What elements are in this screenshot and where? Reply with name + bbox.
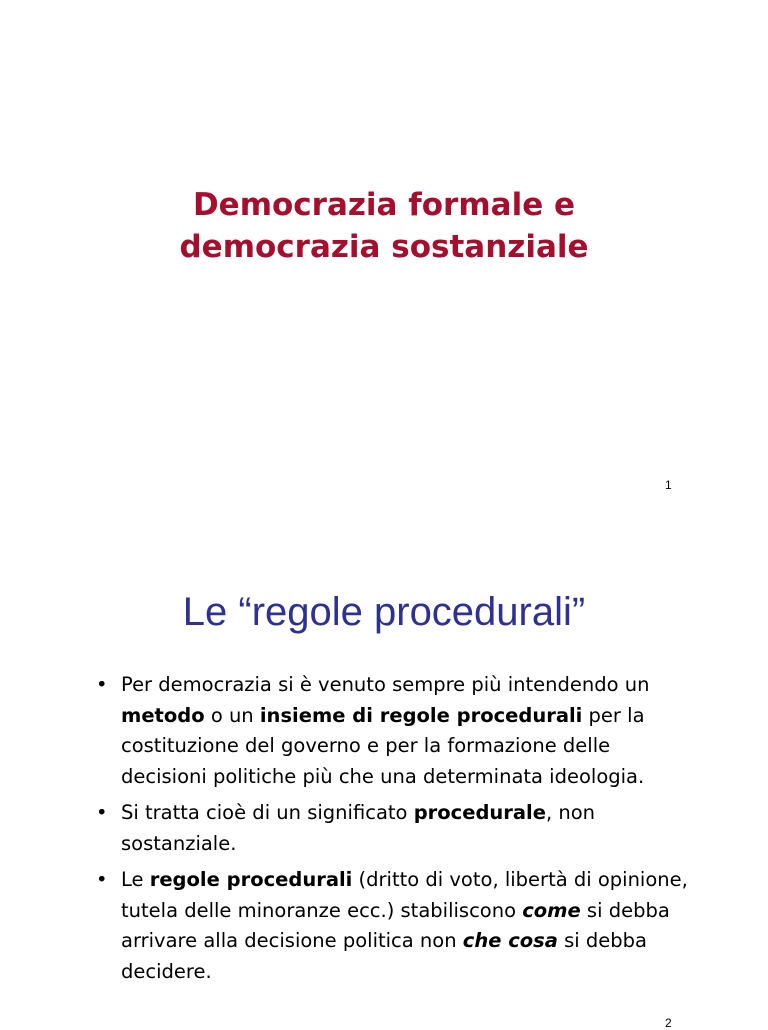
bullet-text: o un bbox=[204, 703, 260, 727]
slide-1 bbox=[0, 0, 768, 512]
bullet-bold-text: metodo bbox=[121, 703, 205, 727]
bullet-text: (dritto di voto, libertà di opinione, tutela delle minoranze ecc.) stabiliscono bbox=[121, 868, 688, 922]
bullet-text: si debba decidere. bbox=[121, 929, 648, 983]
slide-1-title-line-2: democrazia sostanziale bbox=[179, 229, 589, 265]
bullet-text: si debba arrivare alla decisione politica non bbox=[121, 898, 670, 952]
bullet-list bbox=[96, 670, 696, 993]
bullet-item-2 bbox=[96, 798, 696, 859]
slide-2-title: Le “regole procedurali” bbox=[182, 590, 586, 634]
bullet-text: , non sostanziale. bbox=[121, 801, 596, 855]
bullet-icon: • bbox=[96, 801, 108, 824]
bullet-bold-text: insieme di regole procedurali bbox=[259, 703, 583, 727]
slide-1-page-number: 1 bbox=[665, 478, 672, 492]
slide-2-page-number: 2 bbox=[665, 1016, 672, 1030]
bullet-item-3 bbox=[96, 865, 696, 987]
bullet-bold-text: procedurale bbox=[413, 801, 546, 824]
bullet-text: per la costituzione del governo e per la formazione delle decisioni politiche più che una determinata ideologia. bbox=[121, 703, 645, 788]
bullet-bold-italic-text: che cosa bbox=[462, 929, 558, 952]
slide-1-title-line-1: Democrazia formale e bbox=[192, 187, 576, 223]
bullet-text: Si tratta cioè di un significato bbox=[121, 801, 414, 824]
slide-1-title bbox=[0, 184, 768, 268]
bullet-text: Le bbox=[121, 868, 150, 891]
slide-2 bbox=[0, 512, 768, 1030]
bullet-text: Per democrazia si è venuto sempre più intendendo un bbox=[121, 673, 650, 696]
bullet-icon: • bbox=[96, 673, 108, 696]
bullet-bold-text: regole procedurali bbox=[149, 868, 353, 891]
bullet-bold-italic-text: come bbox=[522, 898, 581, 922]
bullet-icon: • bbox=[96, 868, 108, 891]
bullet-item-1 bbox=[96, 670, 696, 792]
